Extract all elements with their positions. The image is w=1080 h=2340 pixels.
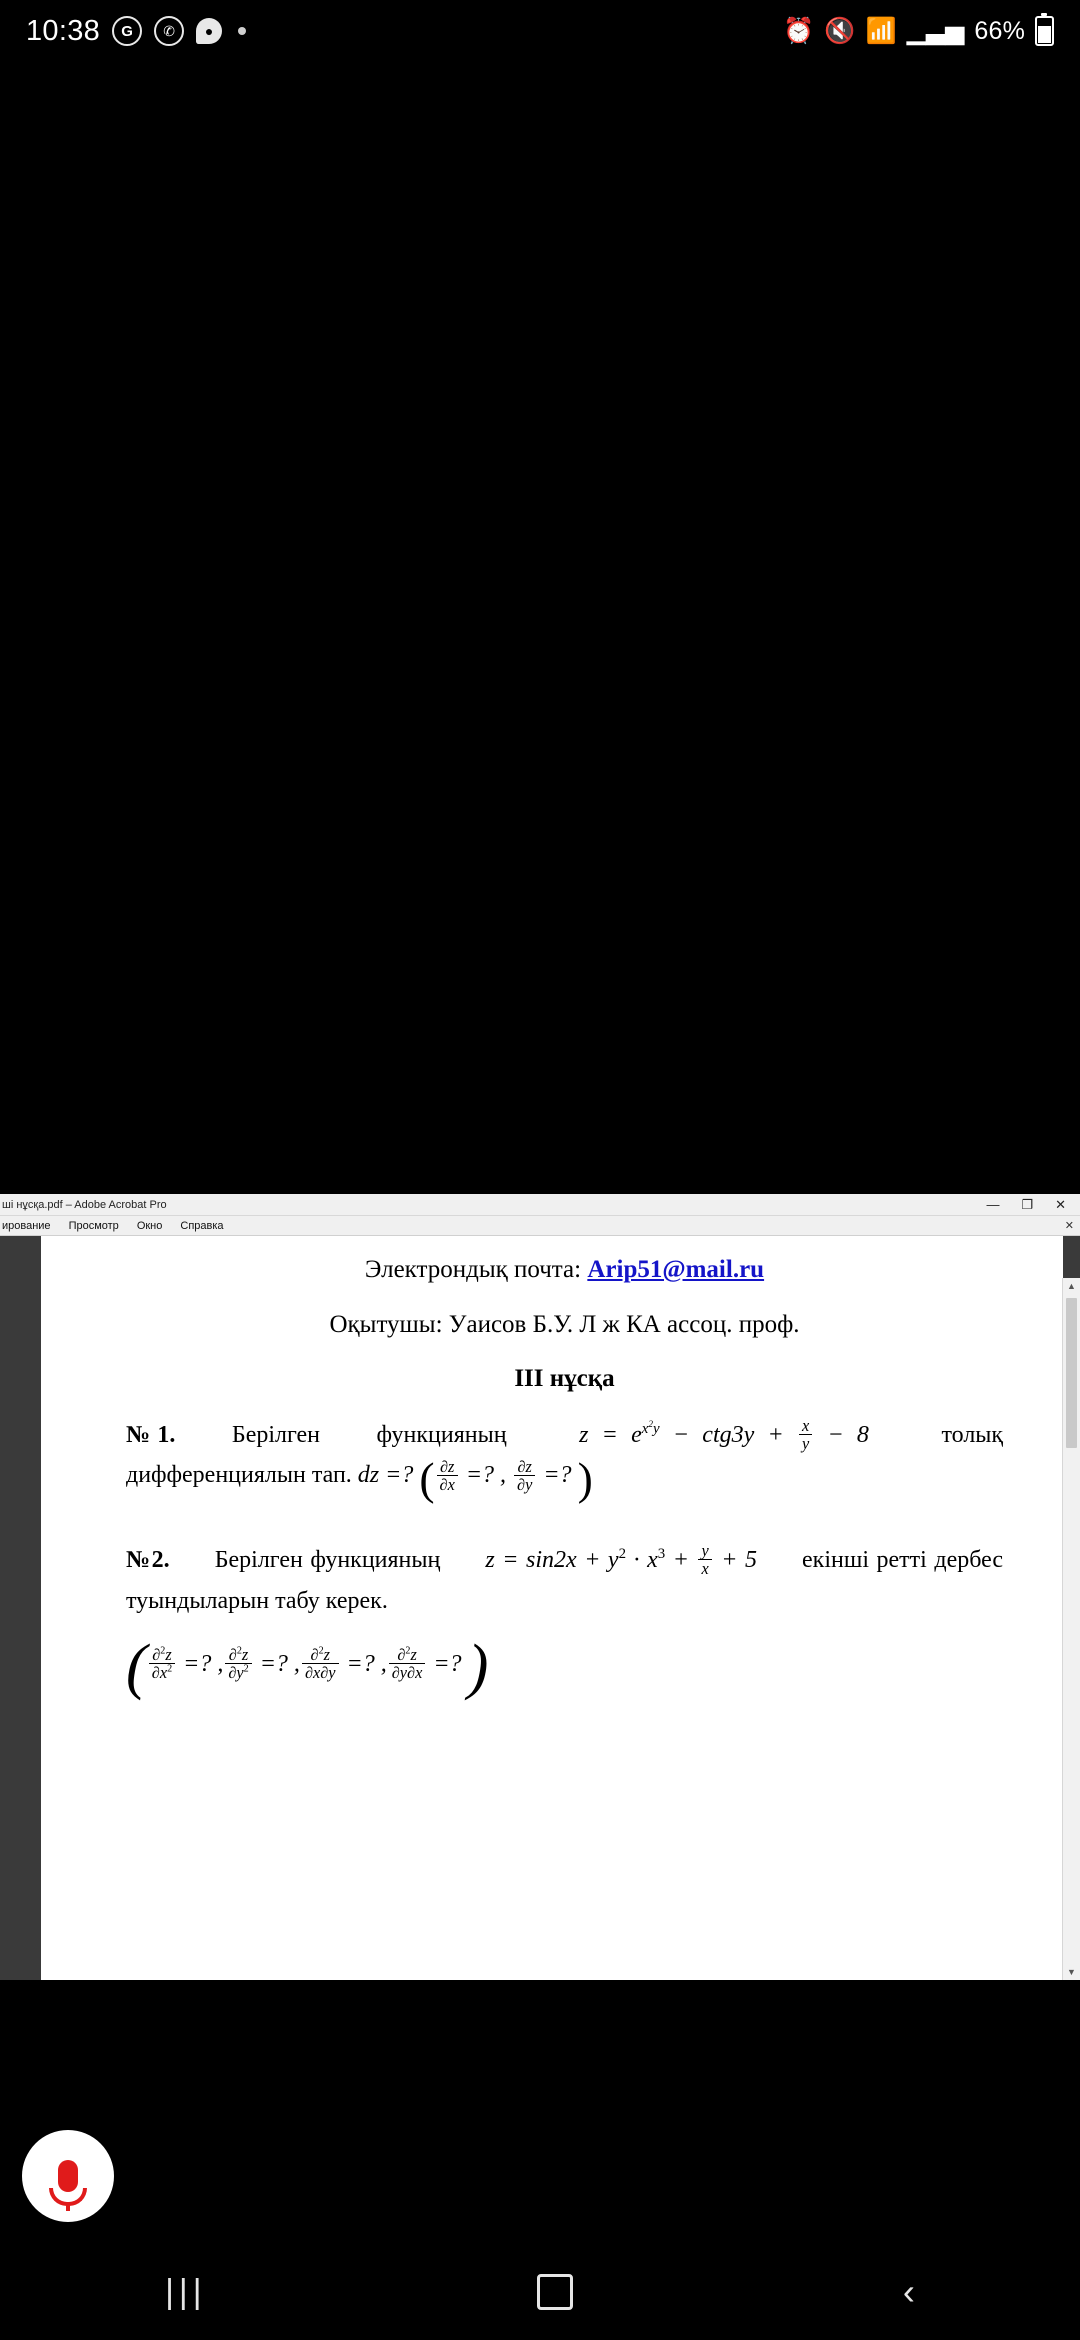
task-1-text-after: толық [941, 1421, 1004, 1448]
task-1-formula: $z = e^{x^2y} - ctg3y$ + $\frac{x}{y}$ − 8 [579, 1415, 869, 1453]
task-2-text-line2: туындыларын табу керек. [126, 1587, 388, 1614]
task-2-text-after: екінші ретті дербес [802, 1547, 1004, 1574]
task-2 [126, 1540, 1003, 1622]
task-1-partials: ( $\frac{\partial z}{\partial x}$ =? , $\frac{\partial z}{\partial y}$ =? ) [419, 1453, 593, 1505]
task-1-text-line2: дифференциялын тап. [126, 1462, 352, 1489]
scroll-up-arrow[interactable]: ▲ [1063, 1278, 1080, 1294]
status-bar-right [783, 16, 1054, 46]
task-2-block [126, 1540, 1004, 1702]
window-titlebar[interactable] [0, 1194, 1080, 1216]
alarm-icon: ⏰ [783, 16, 815, 45]
teacher-line: Оқытушы: Уаисов Б.У. Л ж КА ассоц. проф. [329, 1311, 800, 1339]
android-navigation-bar [0, 2244, 1080, 2340]
microphone-icon [58, 2160, 78, 2192]
home-button[interactable] [537, 2274, 573, 2310]
scroll-down-arrow[interactable]: ▼ [1063, 1964, 1080, 1980]
window-menubar [0, 1216, 1080, 1236]
window-controls [986, 1197, 1076, 1213]
status-clock: 10:38 [26, 14, 101, 47]
task-2-number: №2. [126, 1547, 170, 1574]
document-viewport [0, 1236, 1080, 1980]
recents-button[interactable]: ||| [165, 2272, 207, 2311]
whatsapp-icon: ✆ [154, 16, 184, 46]
task-2-text-function: функцияның [310, 1547, 441, 1574]
task-2-derivatives: ( $\frac{\partial^2z}{\partial x^2}$ =? , $\frac{\partial^2z}{\partial y^2}$ =? , $\frac{\partial^2z}{\partial x\partial y}$ =? , $\frac{\partial^2z}{\partial y\partial x}$ =? ) [126, 1632, 489, 1702]
battery-icon [1035, 16, 1054, 46]
mute-icon: 🔇 [824, 16, 856, 45]
task-1 [126, 1415, 1004, 1505]
email-link[interactable]: Arip51@mail.ru [587, 1256, 765, 1283]
document-close-button[interactable]: ✕ [1064, 1220, 1074, 1232]
menu-item-edit[interactable]: ирование [2, 1219, 51, 1232]
dot-indicator-icon [238, 27, 246, 35]
task-1-number: №1. [126, 1421, 176, 1448]
google-icon: G [112, 16, 142, 46]
scrollbar-thumb[interactable] [1066, 1298, 1077, 1448]
chat-bubble-icon: ● [196, 18, 222, 44]
close-button[interactable]: ✕ [1055, 1196, 1066, 1212]
back-button[interactable]: ‹ [902, 2271, 915, 2312]
task-2-formula: $z = \sin 2x + y^2 \cdot x^3$ + $\frac{y}{x}$ + 5 [485, 1541, 757, 1579]
signal-icon: ▁▃▅ [906, 17, 965, 45]
task-1-text-before: Берілген [231, 1421, 321, 1448]
task-1-text-function: функцияның [376, 1421, 507, 1448]
acrobat-window [0, 1194, 1080, 1980]
task-2-text-before: Берілген [214, 1547, 303, 1574]
variant-title: III нұсқа [514, 1364, 615, 1392]
menu-item-window[interactable]: Окно [136, 1219, 163, 1232]
email-label: Электрондық почта: [364, 1256, 582, 1283]
menu-item-help[interactable]: Справка [180, 1219, 224, 1232]
status-bar-left [26, 15, 246, 48]
document-scrollbar[interactable] [1062, 1278, 1080, 1980]
battery-percent: 66% [974, 16, 1025, 45]
minimize-button[interactable]: — [986, 1197, 1000, 1212]
window-title: ші нұсқа.pdf – Adobe Acrobat Pro [2, 1198, 167, 1211]
restore-button[interactable]: ❐ [1021, 1196, 1034, 1212]
wifi-icon: 📶 [865, 16, 897, 45]
pdf-page [41, 1236, 1063, 1980]
status-bar [0, 0, 1080, 62]
email-line [126, 1254, 1003, 1285]
menu-item-view[interactable]: Просмотр [68, 1219, 119, 1232]
task-1-dz: dz =? [357, 1462, 414, 1489]
microphone-button[interactable] [22, 2130, 114, 2222]
